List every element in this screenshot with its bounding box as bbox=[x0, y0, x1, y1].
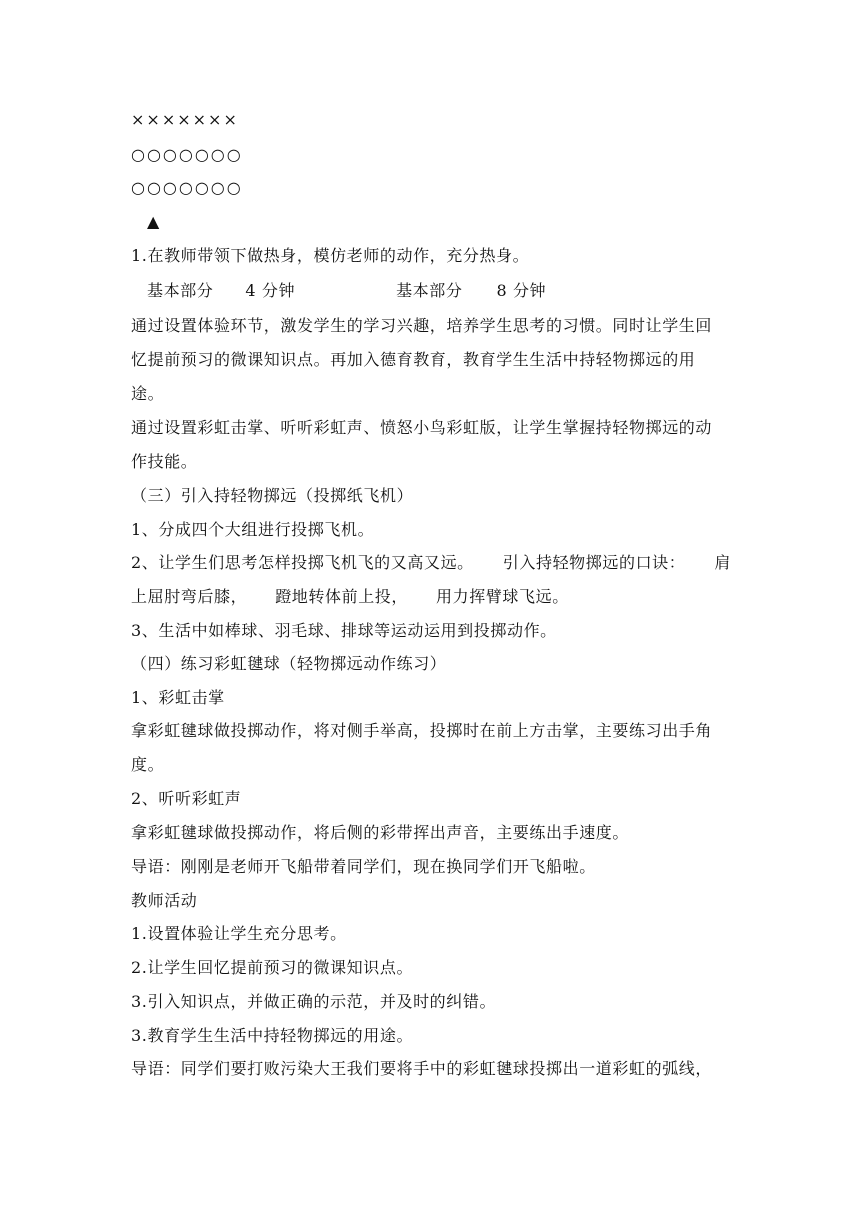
teacher-activity-title: 教师活动 bbox=[131, 891, 198, 910]
section3-item2-cont-c: 用力挥臂球飞远。 bbox=[436, 587, 569, 606]
para1-line3: 途。 bbox=[131, 384, 165, 403]
teacher-item-2: 2.让学生回忆提前预习的微课知识点。 bbox=[131, 958, 414, 977]
para1-line2: 忆提前预习的微课知识点。再加入德育教育，教育学生生活中持轻物掷远的用 bbox=[131, 350, 696, 369]
basic-part-time-a: 4 分钟 bbox=[245, 281, 296, 300]
section4-item1-desc-line2: 度。 bbox=[131, 755, 165, 774]
section3-item2-cont-a: 上屈肘弯后膝， bbox=[131, 587, 248, 606]
section3-item2-c: 肩 bbox=[714, 553, 731, 572]
section4-item1-desc-line1: 拿彩虹毽球做投掷动作，将对侧手举高，投掷时在前上方击掌，主要练习出手角 bbox=[131, 721, 713, 740]
para1-line1: 通过设置体验环节，激发学生的学习兴趣，培养学生思考的习惯。同时让学生回 bbox=[131, 316, 713, 335]
section3-item2-a: 2、让学生们思考怎样投掷飞机飞的又高又远。 bbox=[131, 553, 474, 572]
teacher-position-marker: ▲ bbox=[147, 212, 160, 231]
para2-line1: 通过设置彩虹击掌、听听彩虹声、愤怒小鸟彩虹版，让学生掌握持轻物掷远的动 bbox=[131, 418, 713, 437]
section4-item1-title: 1、彩虹击掌 bbox=[131, 688, 225, 707]
basic-part-label-b: 基本部分 bbox=[396, 281, 463, 300]
formation-row-circles-2: ○○○○○○○ bbox=[131, 178, 243, 197]
section3-item2 bbox=[131, 553, 731, 573]
formation-row-circles-1: ○○○○○○○ bbox=[131, 145, 243, 164]
warmup-instruction: 1.在教师带领下做热身，模仿老师的动作，充分热身。 bbox=[131, 246, 530, 265]
teacher-item-1: 1.设置体验让学生充分思考。 bbox=[131, 924, 347, 943]
section3-item2-cont-b: 蹬地转体前上投， bbox=[275, 587, 409, 606]
section4-item2-desc: 拿彩虹毽球做投掷动作，将后侧的彩带挥出声音，主要练出手速度。 bbox=[131, 823, 630, 842]
teacher-item-4: 3.教育学生生活中持轻物掷远的用途。 bbox=[131, 1026, 414, 1045]
formation-row-crosses: ××××××× bbox=[131, 110, 239, 129]
section3-item2-b: 引入持轻物掷远的口诀： bbox=[502, 553, 686, 572]
basic-part-row bbox=[147, 281, 747, 301]
section3-item1: 1、分成四个大组进行投掷飞机。 bbox=[131, 520, 375, 539]
basic-part-time-b: 8 分钟 bbox=[496, 281, 547, 300]
para2-line2: 作技能。 bbox=[131, 452, 198, 471]
section3-item2-cont bbox=[131, 587, 731, 607]
section4-title: （四）练习彩虹毽球（轻物掷远动作练习） bbox=[131, 654, 447, 673]
guide-line-1: 导语：刚刚是老师开飞船带着同学们，现在换同学们开飞船啦。 bbox=[131, 857, 596, 876]
teacher-item-3: 3.引入知识点，并做正确的示范，并及时的纠错。 bbox=[131, 992, 497, 1011]
section4-item2-title: 2、听听彩虹声 bbox=[131, 789, 242, 808]
basic-part-label-a: 基本部分 bbox=[147, 281, 214, 300]
section3-item3: 3、生活中如棒球、羽毛球、排球等运动运用到投掷动作。 bbox=[131, 621, 557, 640]
guide-line-2: 导语：同学们要打败污染大王我们要将手中的彩虹毽球投掷出一道彩虹的弧线， bbox=[131, 1059, 713, 1078]
section3-title: （三）引入持轻物掷远（投掷纸飞机） bbox=[131, 486, 414, 505]
